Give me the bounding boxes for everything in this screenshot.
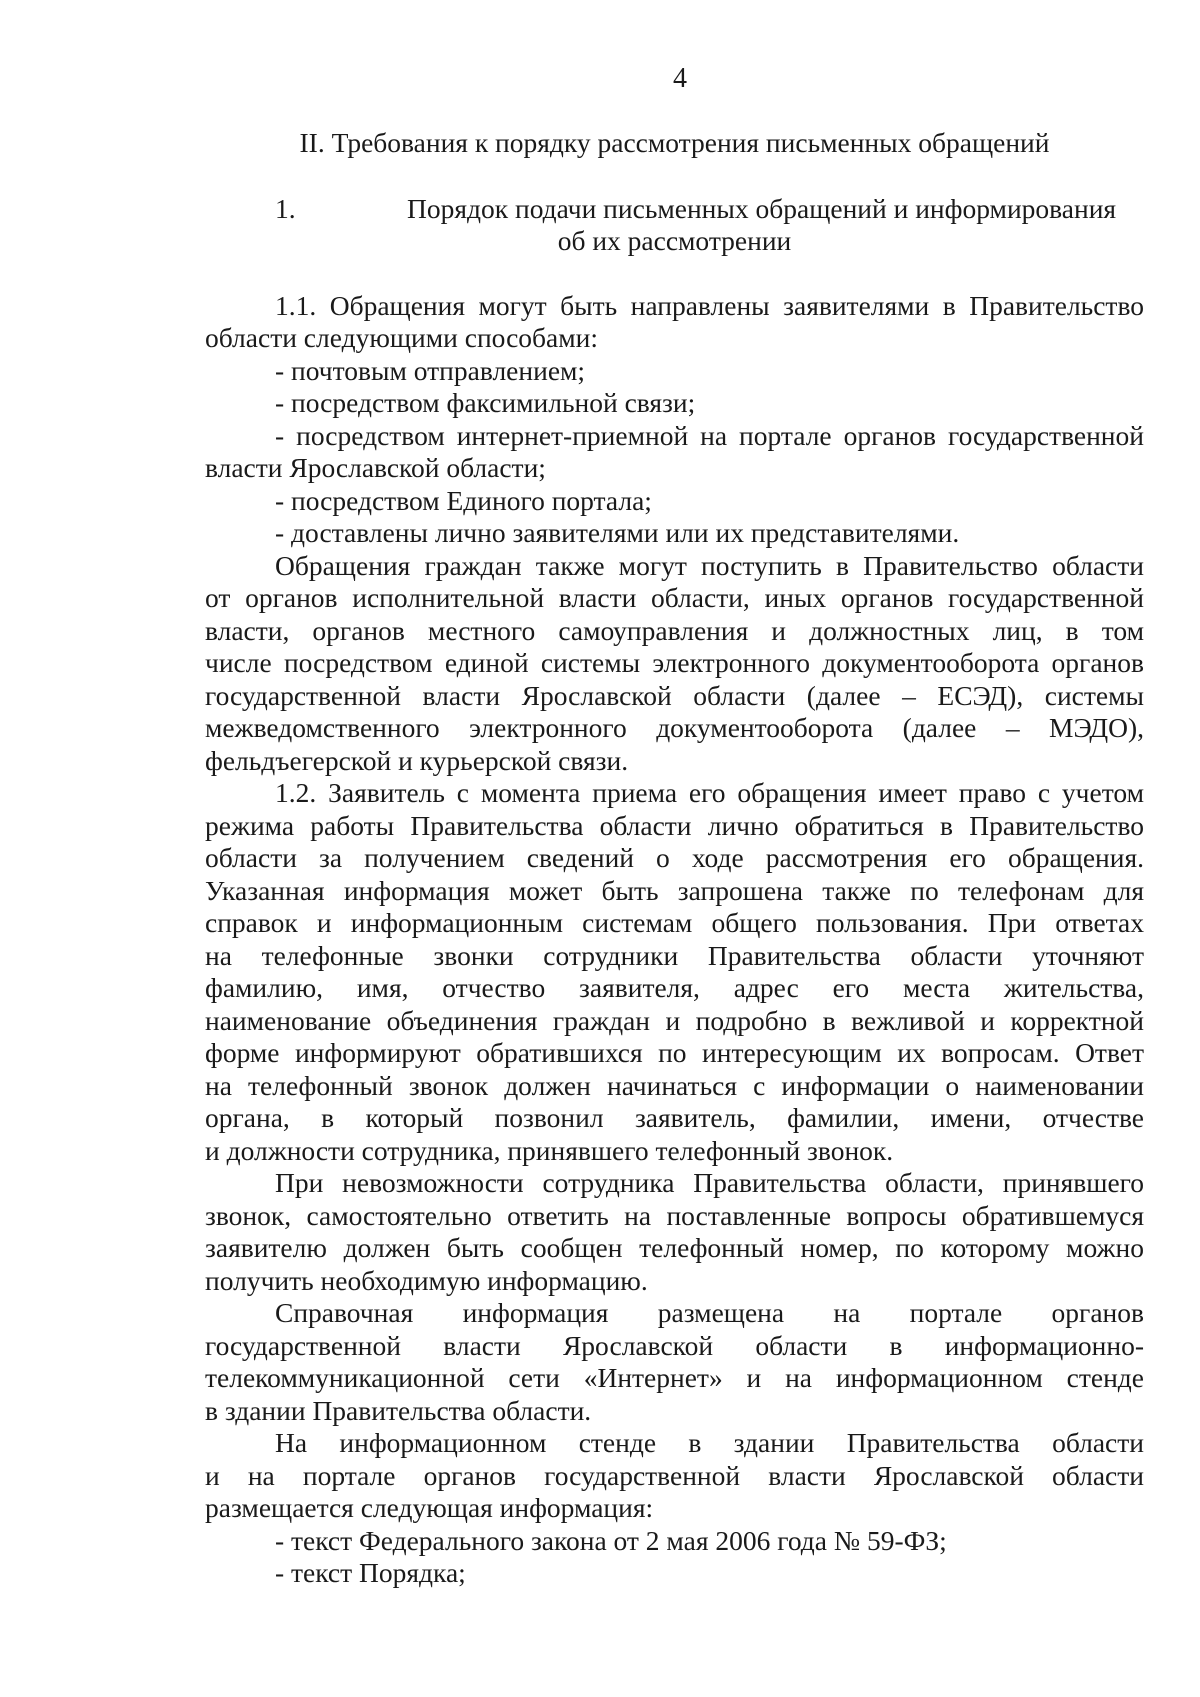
- list-item: - посредством факсимильной связи;: [275, 387, 696, 418]
- text-line: 1.2. Заявитель с момента приема его обращения имеет право с учетом: [275, 777, 1144, 808]
- paragraph-citizen-appeals: [205, 550, 1144, 778]
- subsection-title-line-2: об их рассмотрении: [557, 225, 792, 256]
- paragraph-info-stand: [205, 1427, 1144, 1525]
- text-line: Указанная информация может быть запрошена также по телефонам для: [205, 874, 1144, 906]
- list-item: - посредством интернет-приемной на портале органов государственной: [275, 419, 1144, 451]
- subsection-title-line-1: Порядок подачи письменных обращений и информирования: [407, 192, 1117, 224]
- text-line: 1.1. Обращения могут быть направлены заявителями в Правительство: [275, 289, 1144, 321]
- subsection-number: 1.: [275, 192, 296, 224]
- text-line: На информационном стенде в здании Правительства области: [275, 1427, 1144, 1458]
- text-line: справок и информационным системам общего пользования. При ответах: [205, 907, 1144, 938]
- list-item: - текст Федерального закона от 2 мая 2006 года № 59-ФЗ;: [275, 1524, 947, 1556]
- text-line: органа, в который позвонил заявитель, фамилии, имени, отчестве: [205, 1102, 1144, 1133]
- text-line: на телефонные звонки сотрудники Правительства области уточняют: [205, 939, 1144, 971]
- text-line: от органов исполнительной власти области, иных органов государственной: [205, 582, 1144, 613]
- list-item: - доставлены лично заявителями или их представителями.: [275, 517, 960, 548]
- text-line: числе посредством единой системы электронного документооборота органов: [205, 647, 1144, 678]
- text-line: межведомственного электронного документооборота (далее – МЭДО),: [205, 712, 1144, 743]
- text-line: При невозможности сотрудника Правительства области, принявшего: [275, 1167, 1144, 1198]
- text-line: режима работы Правительства области лично обратиться в Правительство: [205, 809, 1144, 841]
- text-line: заявителю должен быть сообщен телефонный номер, по которому можно: [205, 1232, 1144, 1263]
- text-line: звонок, самостоятельно ответить на поставленные вопросы обратившемуся: [205, 1199, 1144, 1231]
- paragraph-impossibility: [205, 1167, 1144, 1297]
- page-number: 4: [673, 63, 687, 94]
- text-line: и на портале органов государственной власти Ярославской области: [205, 1459, 1144, 1491]
- text-line: наименование объединения граждан и подробно в вежливой и корректной: [205, 1004, 1144, 1036]
- text-line: фельдъегерской и курьерской связи.: [205, 744, 629, 776]
- text-line: размещается следующая информация:: [205, 1492, 654, 1523]
- paragraph-1-1: [205, 290, 1144, 355]
- text-line: на телефонный звонок должен начинаться с информации о наименовании: [205, 1069, 1144, 1101]
- list-item: - почтовым отправлением;: [275, 354, 586, 386]
- text-line: телекоммуникационной сети «Интернет» и на информационном стенде: [205, 1362, 1144, 1393]
- document-body: [205, 127, 1144, 1590]
- text-line: форме информируют обратившихся по интересующим их вопросам. Ответ: [205, 1037, 1144, 1068]
- text-line: Обращения граждан также могут поступить в Правительство области: [275, 549, 1144, 581]
- text-line: и должности сотрудника, принявшего телефонный звонок.: [205, 1134, 894, 1166]
- paragraph-1-2: [205, 777, 1144, 1167]
- text-line: получить необходимую информацию.: [205, 1264, 648, 1296]
- text-line: области за получением сведений о ходе рассмотрения его обращения.: [205, 842, 1144, 873]
- text-line: Справочная информация размещена на портале органов: [275, 1297, 1144, 1328]
- text-line: в здании Правительства области.: [205, 1394, 592, 1426]
- text-line: области следующими способами:: [205, 322, 599, 353]
- methods-list: [205, 355, 1144, 550]
- text-line: государственной власти Ярославской области (далее – ЕСЭД), системы: [205, 679, 1144, 711]
- text-line: фамилию, имя, отчество заявителя, адрес его места жительства,: [205, 972, 1144, 1003]
- info-list: [205, 1525, 1144, 1590]
- section-title: II. Требования к порядку рассмотрения письменных обращений: [299, 127, 1050, 158]
- text-line: государственной власти Ярославской области в информационно-: [205, 1329, 1144, 1361]
- text-line: власти, органов местного самоуправления и должностных лиц, в том: [205, 614, 1144, 646]
- subsection-heading: [205, 193, 1144, 258]
- paragraph-reference-info: [205, 1297, 1144, 1427]
- list-item: - текст Порядка;: [275, 1557, 466, 1588]
- list-item: - посредством Единого портала;: [275, 484, 652, 516]
- list-item-continuation: власти Ярославской области;: [205, 452, 546, 483]
